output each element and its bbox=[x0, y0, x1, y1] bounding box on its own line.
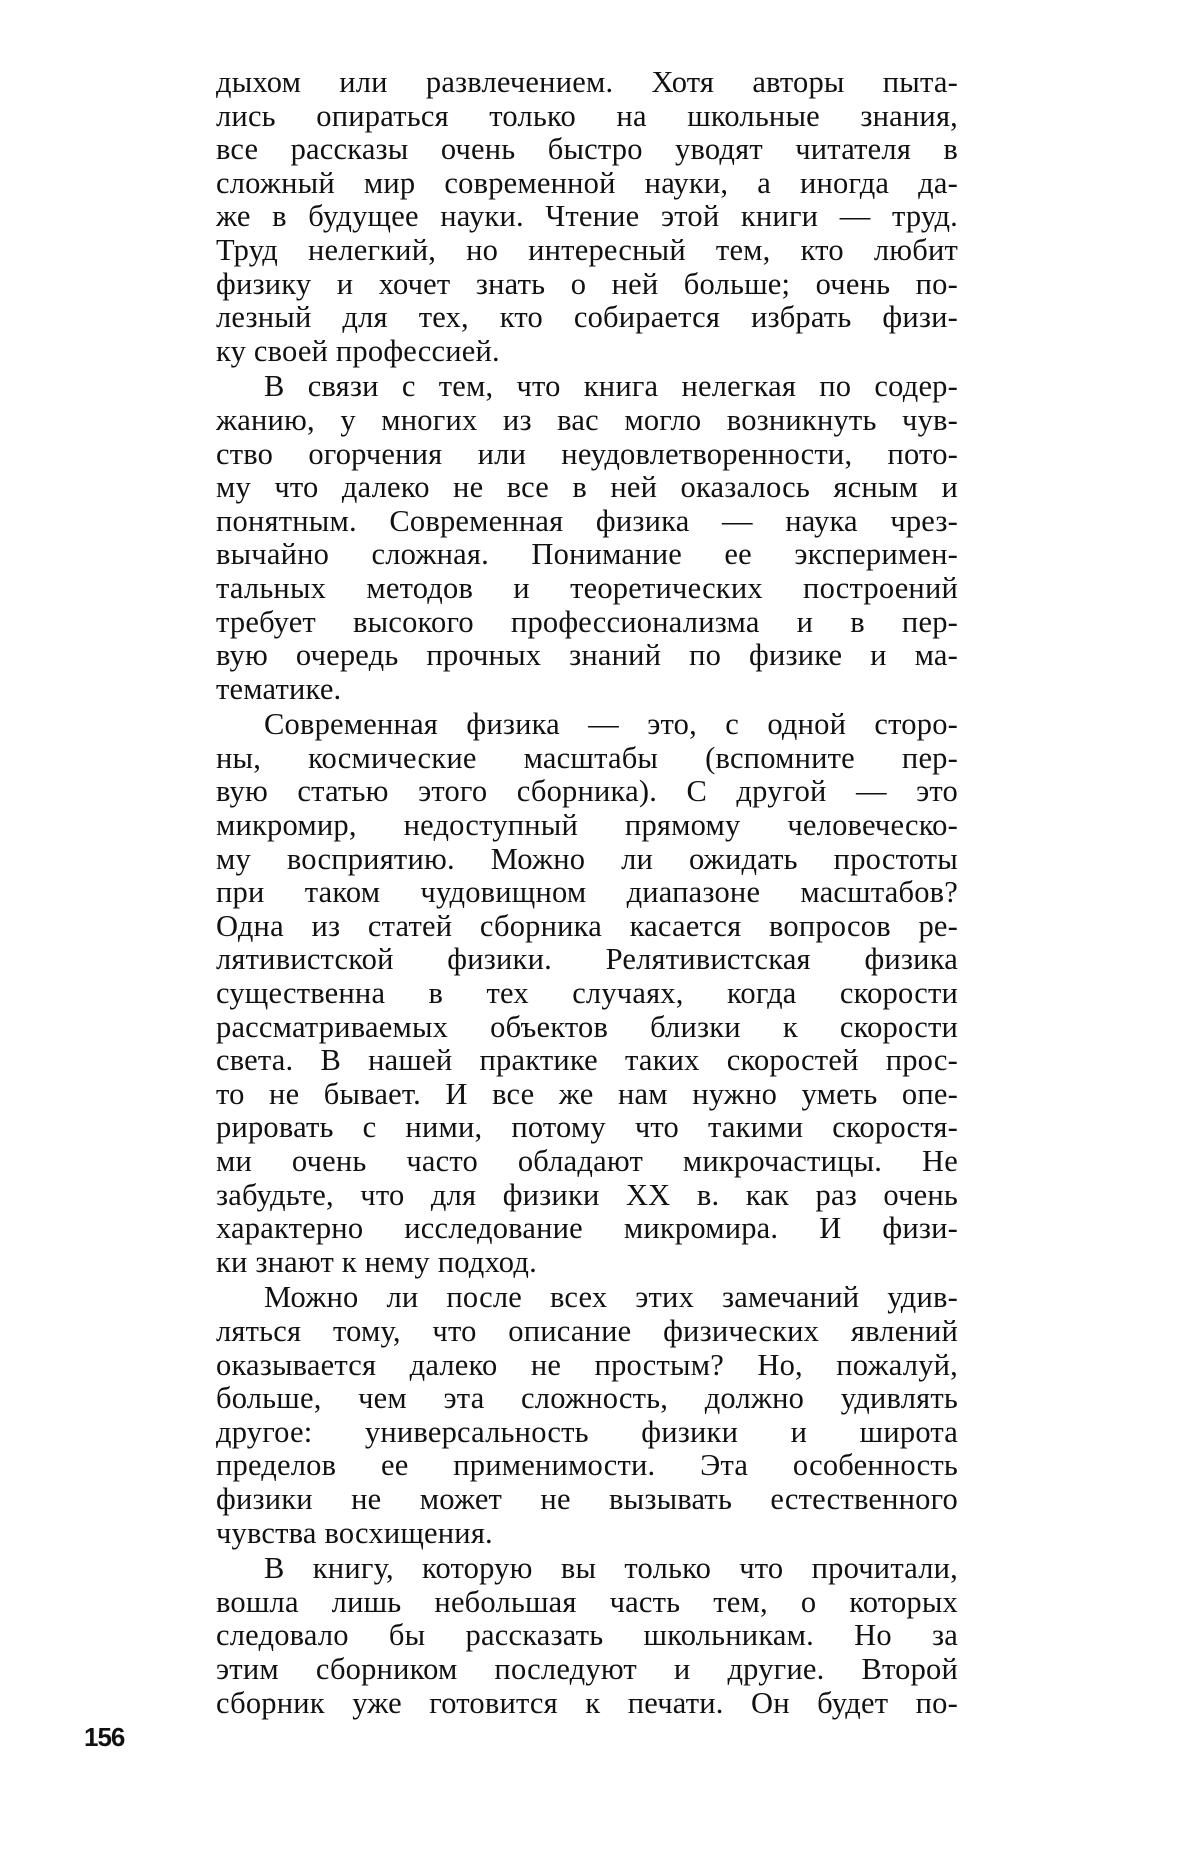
text-line: то не бывает. И все же нам нужно уметь опе- bbox=[216, 1076, 958, 1111]
text-line: пределов ее применимости. Эта особенность bbox=[216, 1448, 958, 1483]
text-line: ку своей профессией. bbox=[216, 333, 500, 368]
text-line: физики не может не вызывать естественного bbox=[216, 1481, 958, 1516]
page-number: 156 bbox=[84, 1722, 125, 1752]
text-line: микромир, недоступный прямому человеческо- bbox=[216, 808, 958, 843]
text-line: лись опираться только на школьные знания, bbox=[216, 98, 958, 133]
text-line: характерно исследование микромира. И физи- bbox=[216, 1211, 958, 1246]
text-line: ны, космические масштабы (вспомните пер- bbox=[216, 740, 958, 775]
text-line: жанию, у многих из вас могло возникнуть чув- bbox=[216, 402, 958, 437]
text-line: тематике. bbox=[216, 671, 342, 706]
text-line: следовало бы рассказать школьникам. Но за bbox=[216, 1618, 958, 1653]
text-line: больше, чем эта сложность, должно удивлять bbox=[216, 1381, 958, 1416]
text-line: оказывается далеко не простым? Но, пожалуй, bbox=[216, 1347, 958, 1382]
text-line: му что далеко не все в ней оказалось ясным и bbox=[216, 470, 958, 505]
text-line: рировать с ними, потому что такими скоростя- bbox=[216, 1110, 958, 1145]
text-line: ляться тому, что описание физических явлений bbox=[216, 1313, 958, 1348]
text-line: другое: универсальность физики и широта bbox=[216, 1414, 958, 1449]
text-line: существенна в тех случаях, когда скорости bbox=[216, 976, 958, 1011]
text-line: му восприятию. Можно ли ожидать простоты bbox=[216, 841, 958, 876]
text-line: В связи с тем, что книга нелегкая по содер- bbox=[264, 369, 958, 404]
text-line: Одна из статей сборника касается вопросов ре- bbox=[216, 908, 958, 943]
text-line: Можно ли после всех этих замечаний удив- bbox=[264, 1280, 958, 1315]
paragraph bbox=[216, 1281, 958, 1550]
text-line: В книгу, которую вы только что прочитали, bbox=[264, 1551, 958, 1586]
text-line: сборник уже готовится к печати. Он будет по- bbox=[216, 1685, 958, 1720]
text-line: физику и хочет знать о ней больше; очень по- bbox=[216, 266, 958, 301]
paragraph bbox=[216, 66, 958, 368]
text-line: дыхом или развлечением. Хотя авторы пыта- bbox=[216, 65, 958, 99]
text-line: ми очень часто обладают микрочастицы. Не bbox=[216, 1144, 958, 1178]
text-line: этим сборником последуют и другие. Второй bbox=[216, 1651, 958, 1686]
text-line: вычайно сложная. Понимание ее эксперимен- bbox=[216, 537, 958, 572]
text-line: лезный для тех, кто собирается избрать физи- bbox=[216, 300, 958, 335]
text-line: требует высокого профессионализма и в пер- bbox=[216, 604, 958, 639]
text-line: понятным. Современная физика — наука чрез- bbox=[216, 503, 958, 538]
text-line: при таком чудовищном диапазоне масштабов? bbox=[216, 875, 958, 910]
text-line: Современная физика — это, с одной сторо- bbox=[264, 707, 958, 742]
paragraph bbox=[216, 1552, 958, 1720]
text-line: ство огорчения или неудовлетворенности, пото- bbox=[216, 436, 958, 471]
text-line: тальных методов и теоретических построений bbox=[216, 570, 958, 605]
text-line: чувства восхищения. bbox=[216, 1515, 493, 1550]
text-line: вую статью этого сборника). С другой — это bbox=[216, 774, 958, 809]
text-line: забудьте, что для физики XX в. как раз очень bbox=[216, 1177, 958, 1212]
paragraph bbox=[216, 708, 958, 1279]
text-line: рассматриваемых объектов близки к скорости bbox=[216, 1009, 958, 1044]
page-body bbox=[216, 66, 958, 1720]
text-line: ки знают к нему подход. bbox=[216, 1244, 537, 1279]
text-line: вошла лишь небольшая часть тем, о которых bbox=[216, 1584, 958, 1619]
text-line: все рассказы очень быстро уводят читателя в bbox=[216, 132, 958, 167]
text-line: света. В нашей практике таких скоростей прос- bbox=[216, 1043, 958, 1078]
text-line: сложный мир современной науки, а иногда да- bbox=[216, 165, 958, 200]
text-line: вую очередь прочных знаний по физике и ма- bbox=[216, 638, 958, 673]
paragraph bbox=[216, 370, 958, 706]
text-line: Труд нелегкий, но интересный тем, кто любит bbox=[216, 232, 958, 267]
text-line: лятивистской физики. Релятивистская физика bbox=[216, 942, 958, 977]
text-line: же в будущее науки. Чтение этой книги — труд. bbox=[216, 199, 958, 234]
